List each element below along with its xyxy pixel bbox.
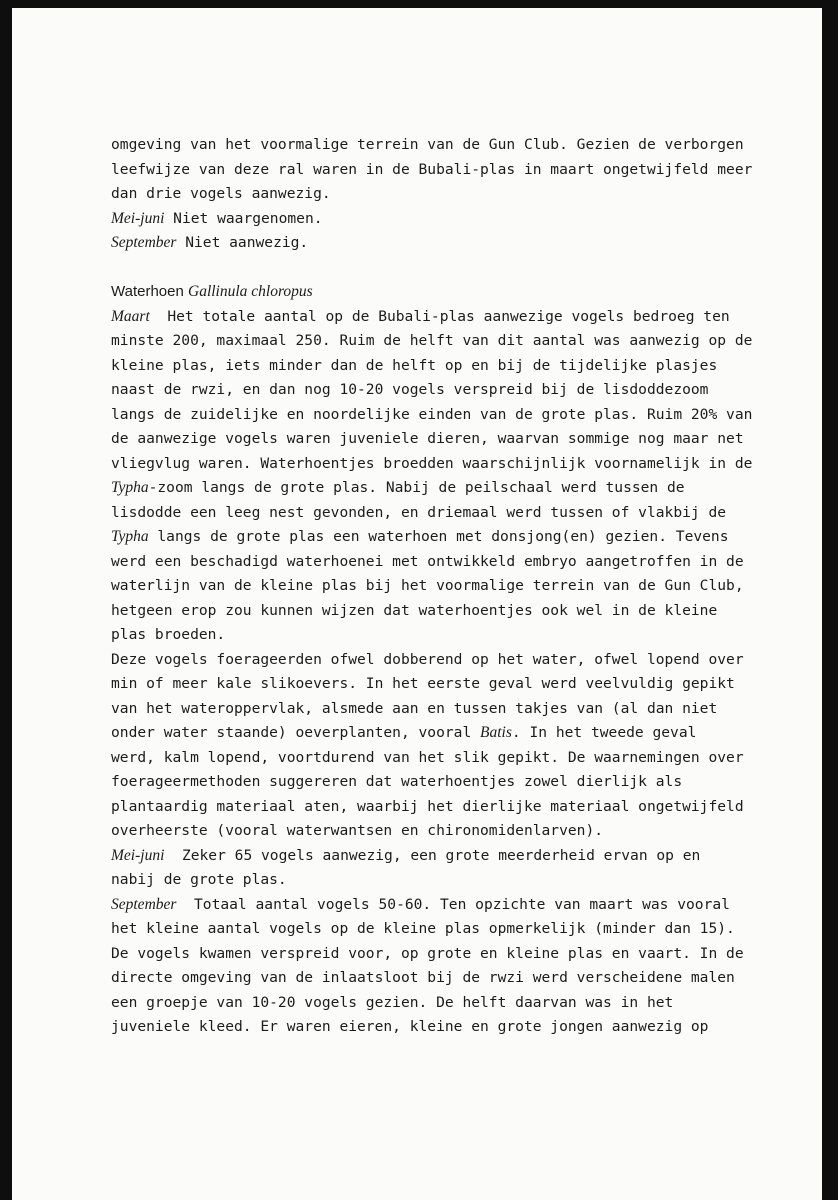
text-span: . In het tweede geval <box>511 724 697 741</box>
text-span: nabij de grote plas. <box>111 871 287 888</box>
italic-text: Gallinula chloropus <box>188 283 313 300</box>
text-span: het kleine aantal vogels op de kleine plas opmerkelijk (minder dan 15). <box>111 920 735 937</box>
text-span: dan drie vogels aanwezig. <box>111 185 331 202</box>
text-span: waterlijn van de kleine plas bij het voormalige terrein van de Gun Club, <box>111 577 744 594</box>
text-span: kleine plas, iets minder dan de helft op en bij de tijdelijke plasjes <box>111 356 718 374</box>
text-span: Het totale aantal op de Bubali-plas aanwezige vogels bedroeg ten <box>149 307 730 325</box>
text-span: langs de grote plas een waterhoen met donsjong(en) gezien. Tevens <box>148 528 729 545</box>
text-line <box>111 452 771 477</box>
italic-text: Maart <box>111 307 150 325</box>
italic-text: September <box>111 234 177 251</box>
text-line <box>111 550 771 575</box>
text-span: Niet waargenomen. <box>164 209 323 227</box>
text-line <box>111 329 771 354</box>
text-line <box>111 623 771 648</box>
text-span: leefwijze van deze ral waren in de Bubali-plas in maart ongetwijfeld meer <box>111 160 753 178</box>
text-span: juveniele kleed. Er waren eieren, kleine en grote jongen aanwezig op <box>111 1018 709 1035</box>
text-line <box>111 599 771 624</box>
text-span: langs de zuidelijke en noordelijke einden van de grote plas. Ruim 20% van <box>111 405 753 423</box>
text-line <box>111 403 771 428</box>
text-line <box>111 158 771 183</box>
text-line <box>111 746 771 771</box>
text-line <box>111 525 771 550</box>
italic-text: Typha <box>111 479 149 496</box>
italic-text: Batis <box>480 724 512 741</box>
text-span: vliegvlug waren. Waterhoentjes broedden waarschijnlijk voornamelijk in de <box>111 454 753 472</box>
text-line <box>111 1015 771 1040</box>
section-heading <box>111 280 771 305</box>
text-span: De vogels kwamen verspreid voor, op grote en kleine plas en vaart. In de <box>111 944 744 962</box>
text-span: de aanwezige vogels waren juveniele dieren, waarvan sommige nog maar net <box>111 430 744 447</box>
text-span: lisdodde een leeg nest gevonden, en driemaal werd tussen of vlakbij de <box>111 503 727 521</box>
text-span: omgeving van het voormalige terrein van de Gun Club. Gezien de verborgen <box>111 136 744 153</box>
text-span: -zoom langs de grote plas. Nabij de peilschaal werd tussen de <box>148 479 685 496</box>
text-span: overheerste (vooral waterwantsen en chironomidenlarven). <box>111 822 604 839</box>
text-span: hetgeen erop zou kunnen wijzen dat waterhoentjes ook wel in de kleine <box>111 601 718 619</box>
text-line <box>111 427 771 452</box>
text-line <box>111 476 771 501</box>
text-span: Totaal aantal vogels 50-60. Ten opzichte van maart was vooral <box>176 895 730 913</box>
text-line <box>111 991 771 1016</box>
text-span: foerageermethoden suggereren dat waterhoentjes zowel dierlijk als <box>111 773 683 790</box>
text-line <box>111 354 771 379</box>
text-line <box>111 942 771 967</box>
text-span: werd, kalm lopend, voortdurend van het slik gepikt. De waarnemingen over <box>111 748 744 766</box>
text-line <box>111 305 771 330</box>
text-line <box>111 893 771 918</box>
italic-text: Mei-juni <box>111 846 165 864</box>
text-span: plantaardig materiaal aten, waarbij het dierlijke materiaal ongetwijfeld <box>111 797 744 815</box>
blank-line <box>111 256 771 281</box>
text-span: Deze vogels foerageerden ofwel dobberend op het water, ofwel lopend over <box>111 650 744 668</box>
text-line <box>111 133 771 158</box>
text-line <box>111 966 771 991</box>
text-span: van het wateroppervlak, alsmede aan en tussen takjes van (al dan niet <box>111 699 718 717</box>
body-text <box>111 133 771 1040</box>
text-line <box>111 795 771 820</box>
text-line <box>111 844 771 869</box>
text-line <box>111 868 771 893</box>
text-line <box>111 231 771 256</box>
text-span: werd een beschadigd waterhoenei met ontwikkeld embryo aangetroffen in de <box>111 552 744 570</box>
text-line <box>111 672 771 697</box>
text-line <box>111 819 771 844</box>
text-span: Waterhoen <box>111 283 188 300</box>
text-span: Niet aanwezig. <box>176 234 309 251</box>
text-span: plas broeden. <box>111 626 226 643</box>
text-line <box>111 501 771 526</box>
italic-text: Typha <box>111 528 149 545</box>
text-span: Zeker 65 vogels aanwezig, een grote meerderheid ervan op en <box>164 846 701 864</box>
text-line <box>111 721 771 746</box>
text-line <box>111 917 771 942</box>
text-span: directe omgeving van de inlaatsloot bij de rwzi werd verscheidene malen <box>111 969 735 986</box>
text-line <box>111 378 771 403</box>
italic-text: Mei-juni <box>111 209 165 227</box>
text-span: min of meer kale slikoevers. In het eerste geval werd veelvuldig gepikt <box>111 675 735 692</box>
text-line <box>111 697 771 722</box>
italic-text: September <box>111 895 177 913</box>
text-line <box>111 574 771 599</box>
text-span: naast de rwzi, en dan nog 10-20 vogels verspreid bij de lisdoddezoom <box>111 381 709 398</box>
text-line <box>111 770 771 795</box>
text-line <box>111 207 771 232</box>
text-line <box>111 648 771 673</box>
text-span: onder water staande) oeverplanten, vooral <box>111 724 481 741</box>
text-span: minste 200, maximaal 250. Ruim de helft van dit aantal was aanwezig op de <box>111 332 753 349</box>
text-line <box>111 182 771 207</box>
text-span: een groepje van 10-20 vogels gezien. De helft daarvan was in het <box>111 993 674 1011</box>
